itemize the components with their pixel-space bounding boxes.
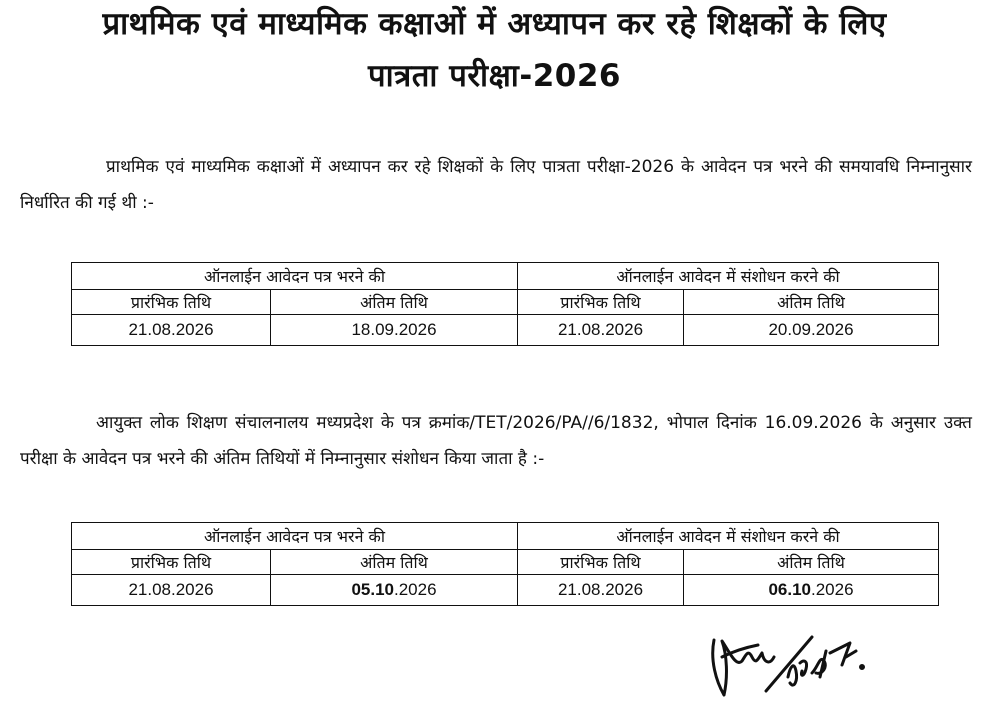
revision-paragraph: आयुक्त लोक शिक्षण संचालनालय मध्यप्रदेश के पत्र क्रमांक/TET/2026/PA//6/1832, भोपाल दिनांक 16.09.2026 के अनुसार उक्त परीक्षा के आवेदन पत्र भरने की अंतिम तिथियों में निम्नानुसार संशोधन किया जाता है :- — [20, 413, 972, 469]
column-end-date: अंतिम तिथि — [271, 550, 518, 575]
header-online-application: ऑनलाईन आवेदन पत्र भरने की — [72, 263, 518, 290]
page-title-line-2: पात्रता परीक्षा-2026 — [368, 58, 621, 94]
column-start-date: प्रारंभिक तिथि — [72, 290, 271, 315]
revised-application-end-date — [271, 575, 518, 606]
header-online-correction: ऑनलाईन आवेदन में संशोधन करने की — [518, 263, 939, 290]
handwritten-signature — [700, 615, 930, 702]
page-title-line-1: प्राथमिक एवं माध्यमिक कक्षाओं में अध्यापन कर रहे शिक्षकों के लिए — [102, 6, 887, 42]
revised-schedule-table — [71, 522, 939, 606]
date-bold-part: 06.10 — [768, 580, 811, 599]
original-schedule-table — [71, 262, 939, 346]
application-end-date: 18.09.2026 — [271, 315, 518, 346]
column-start-date: प्रारंभिक तिथि — [518, 550, 684, 575]
column-end-date: अंतिम तिथि — [684, 290, 939, 315]
application-start-date: 21.08.2026 — [72, 315, 271, 346]
correction-start-date: 21.08.2026 — [518, 315, 684, 346]
correction-start-date: 21.08.2026 — [518, 575, 684, 606]
header-online-correction: ऑनलाईन आवेदन में संशोधन करने की — [518, 523, 939, 550]
column-end-date: अंतिम तिथि — [684, 550, 939, 575]
column-end-date: अंतिम तिथि — [271, 290, 518, 315]
column-start-date: प्रारंभिक तिथि — [72, 550, 271, 575]
date-year-part: .2026 — [394, 580, 437, 599]
date-bold-part: 05.10 — [351, 580, 394, 599]
correction-end-date: 20.09.2026 — [684, 315, 939, 346]
header-online-application: ऑनलाईन आवेदन पत्र भरने की — [72, 523, 518, 550]
column-start-date: प्रारंभिक तिथि — [518, 290, 684, 315]
revised-correction-end-date — [684, 575, 939, 606]
intro-paragraph: प्राथमिक एवं माध्यमिक कक्षाओं में अध्यापन कर रहे शिक्षकों के लिए पात्रता परीक्षा-2026 के आवेदन पत्र भरने की समयावधि निम्नानुसार निर्धारित की गई थी :- — [20, 157, 972, 213]
application-start-date: 21.08.2026 — [72, 575, 271, 606]
date-year-part: .2026 — [811, 580, 854, 599]
